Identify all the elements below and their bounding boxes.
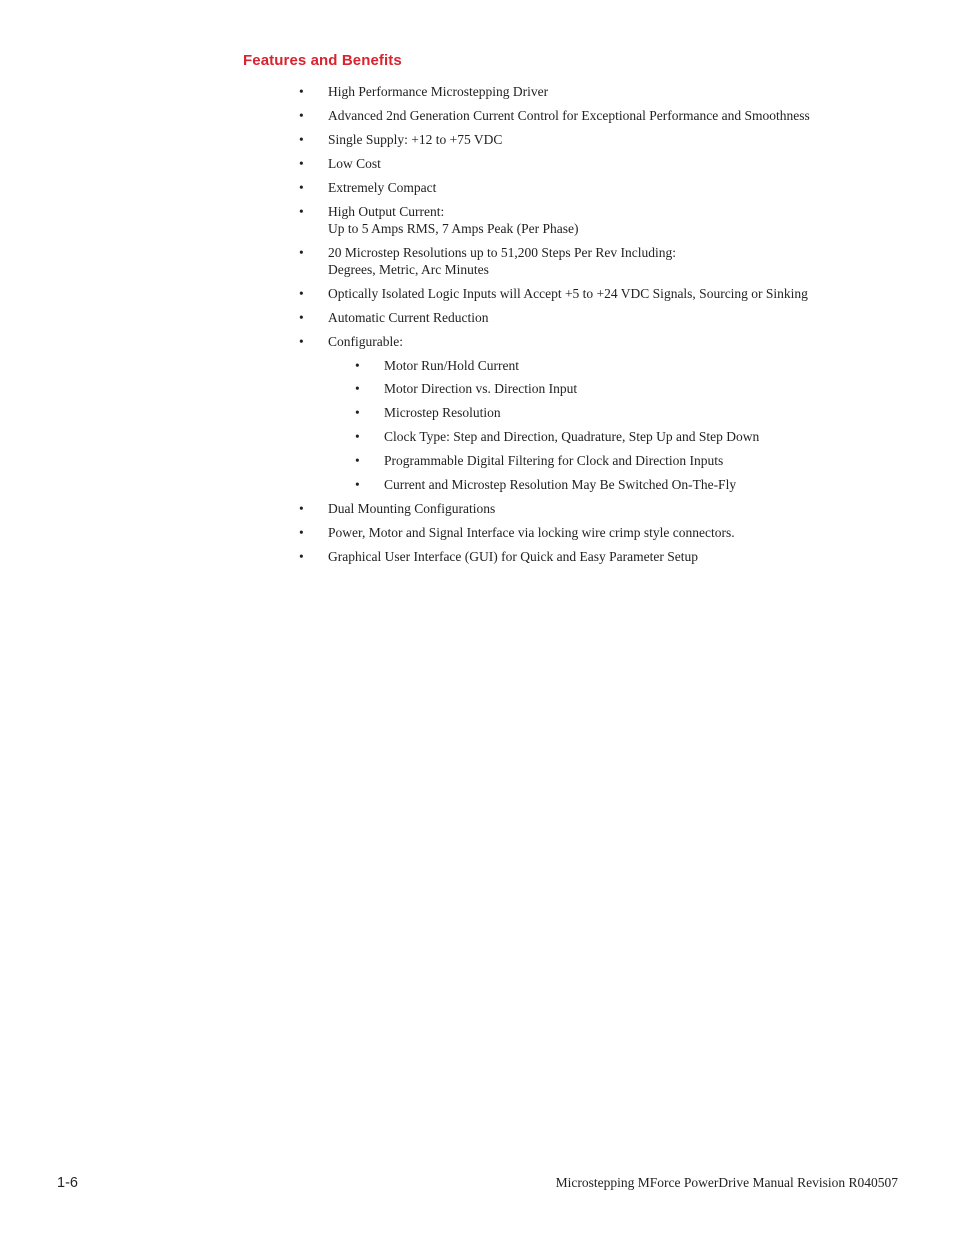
bullet-icon: •: [299, 156, 304, 171]
section-title: Features and Benefits: [243, 52, 402, 69]
feature-item-4: Low Cost: [328, 156, 381, 171]
feature-item-2: Advanced 2nd Generation Current Control for Exceptional Performance and Smoothness: [328, 108, 810, 123]
feature-item-12: Power, Motor and Signal Interface via locking wire crimp style connectors.: [328, 525, 735, 540]
bullet-icon: •: [299, 334, 304, 349]
page-number: 1-6: [57, 1175, 78, 1191]
sub-bullet-icon: •: [355, 358, 360, 373]
sub-bullet-icon: •: [355, 477, 360, 492]
document-title: Microstepping MForce PowerDrive Manual Revision R040507: [555, 1175, 898, 1190]
feature-item-1: High Performance Microstepping Driver: [328, 84, 549, 99]
bullet-icon: •: [299, 310, 304, 325]
feature-item-5: Extremely Compact: [328, 180, 437, 195]
sub-item-6: Current and Microstep Resolution May Be Switched On-The-Fly: [384, 477, 737, 492]
bullet-icon: •: [299, 245, 304, 260]
bullet-icon: •: [299, 180, 304, 195]
bullet-icon: •: [299, 549, 304, 564]
sub-bullet-icon: •: [355, 381, 360, 396]
feature-item-13: Graphical User Interface (GUI) for Quick and Easy Parameter Setup: [328, 549, 698, 564]
sub-bullet-icon: •: [355, 453, 360, 468]
feature-item-11: Dual Mounting Configurations: [328, 501, 496, 516]
bullet-icon: •: [299, 525, 304, 540]
feature-item-10: Configurable:: [328, 334, 403, 349]
sub-bullet-icon: •: [355, 429, 360, 444]
sub-item-5: Programmable Digital Filtering for Clock and Direction Inputs: [384, 453, 724, 468]
bullet-icon: •: [299, 286, 304, 301]
feature-item-3: Single Supply: +12 to +75 VDC: [328, 132, 503, 147]
sub-item-4: Clock Type: Step and Direction, Quadrature, Step Up and Step Down: [384, 429, 760, 444]
feature-item-7-continuation: Degrees, Metric, Arc Minutes: [328, 262, 489, 277]
feature-item-9: Automatic Current Reduction: [328, 310, 489, 325]
sub-item-2: Motor Direction vs. Direction Input: [384, 381, 578, 396]
bullet-icon: •: [299, 132, 304, 147]
bullet-icon: •: [299, 84, 304, 99]
bullet-icon: •: [299, 501, 304, 516]
sub-bullet-icon: •: [355, 405, 360, 420]
feature-item-7: 20 Microstep Resolutions up to 51,200 Steps Per Rev Including:: [328, 245, 676, 260]
sub-item-3: Microstep Resolution: [384, 405, 501, 420]
feature-item-6: High Output Current:: [328, 204, 445, 219]
sub-item-1: Motor Run/Hold Current: [384, 358, 519, 373]
bullet-icon: •: [299, 204, 304, 219]
feature-item-6-continuation: Up to 5 Amps RMS, 7 Amps Peak (Per Phase): [328, 221, 579, 236]
feature-item-8: Optically Isolated Logic Inputs will Accept +5 to +24 VDC Signals, Sourcing or Sinking: [328, 286, 808, 301]
bullet-icon: •: [299, 108, 304, 123]
